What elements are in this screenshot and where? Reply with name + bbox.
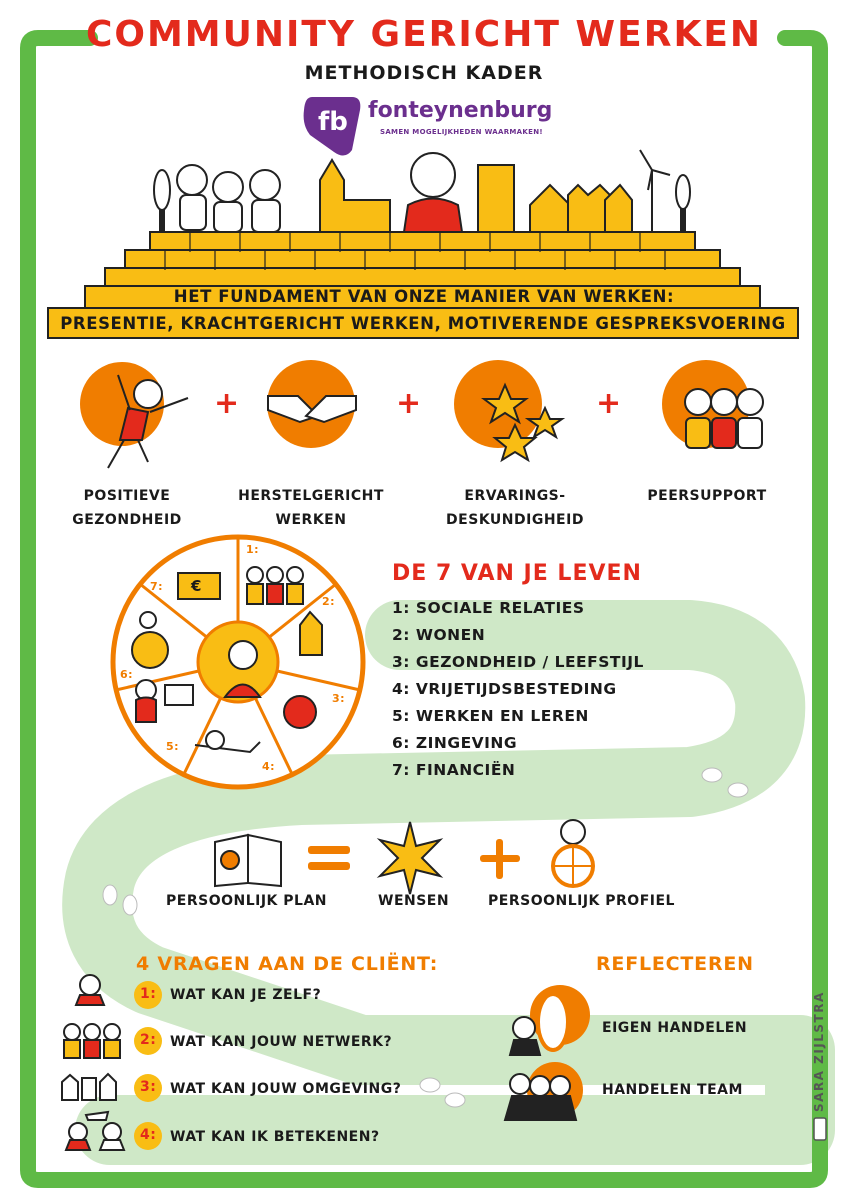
page-title: COMMUNITY GERICHT WERKEN [85, 14, 763, 55]
pillar-3-label [430, 484, 600, 532]
equals-sign [308, 846, 350, 870]
plus-3: + [596, 386, 622, 421]
seven-item-5: 5: WERKEN EN LEREN [392, 707, 589, 725]
seven-item-6: 6: ZINGEVING [392, 734, 518, 752]
questions-heading: 4 VRAGEN AAN DE CLIËNT: [136, 953, 439, 975]
plus-1: + [214, 386, 240, 421]
question-3-num: 3: [140, 1079, 157, 1095]
sun-icon [380, 822, 440, 894]
pencil-icon [814, 1118, 826, 1140]
logo-name: fonteynenburg [368, 98, 553, 123]
book-icon [215, 835, 281, 886]
pillar-2-line2: WERKEN [275, 512, 347, 528]
plus-2: + [396, 386, 422, 421]
question-2-text: WAT KAN JOUW NETWERK? [170, 1034, 393, 1050]
pillar-3-line1: ERVARINGS- [464, 488, 566, 504]
group-icon [685, 389, 763, 448]
pillar-1-line1: POSITIEVE [83, 488, 171, 504]
logo-mark: fb [318, 107, 348, 137]
pillar-4-line1: PEERSUPPORT [647, 488, 767, 504]
reflect-heading: REFLECTEREN [596, 953, 754, 975]
currency-symbol: € [191, 577, 202, 595]
wheel-num-1: 1: [246, 543, 260, 556]
foundation-heading: HET FUNDAMENT VAN ONZE MANIER VAN WERKEN: [173, 287, 675, 306]
wheel-num-5: 5: [166, 740, 180, 753]
plus-sign-orange [480, 839, 520, 879]
pillar-3-line2: DESKUNDIGHEID [446, 512, 584, 528]
pillar-2-label [226, 484, 396, 532]
wheel-num-3: 3: [332, 692, 346, 705]
seven-item-7: 7: FINANCIËN [392, 761, 516, 779]
seven-item-4: 4: VRIJETIJDSBESTEDING [392, 680, 617, 698]
profile-person-icon [553, 820, 593, 886]
life-wheel [113, 537, 363, 787]
wheel-num-7: 7: [150, 580, 164, 593]
question-4-text: WAT KAN IK BETEKENEN? [170, 1129, 380, 1145]
fonteynenburg-logo [304, 97, 361, 156]
wheel-num-4: 4: [262, 760, 276, 773]
wheel-num-6: 6: [120, 668, 134, 681]
logo-tagline: SAMEN MOGELIJKHEDEN WAARMAKEN! [380, 128, 543, 136]
question-4-num: 4: [140, 1127, 157, 1143]
plan-label: PERSOONLIJK PLAN [166, 893, 328, 909]
skyline-illustration [154, 150, 690, 235]
wishes-label: WENSEN [378, 893, 450, 909]
seven-item-3: 3: GEZONDHEID / LEEFSTIJL [392, 653, 644, 671]
signature: SARA ZIJLSTRA [812, 991, 826, 1112]
pillar-2-line1: HERSTELGERICHT [238, 488, 384, 504]
seven-item-2: 2: WONEN [392, 626, 486, 644]
question-2-num: 2: [140, 1032, 157, 1048]
pillar-1-label [52, 484, 202, 532]
question-1-num: 1: [140, 986, 157, 1002]
reflect-item-2: HANDELEN TEAM [602, 1082, 743, 1098]
pillar-4-label [642, 484, 772, 508]
page-subtitle: METHODISCH KADER [304, 62, 544, 84]
profile-label: PERSOONLIJK PROFIEL [488, 893, 675, 909]
foundation-banner: PRESENTIE, KRACHTGERICHT WERKEN, MOTIVERENDE GESPREKSVOERING [60, 314, 786, 333]
reflect-item-1: EIGEN HANDELEN [602, 1020, 748, 1036]
pillar-1-line2: GEZONDHEID [72, 512, 182, 528]
seven-item-1: 1: SOCIALE RELATIES [392, 599, 585, 617]
question-1-text: WAT KAN JE ZELF? [170, 987, 322, 1003]
question-3-text: WAT KAN JOUW OMGEVING? [170, 1081, 402, 1097]
seven-heading: DE 7 VAN JE LEVEN [392, 561, 642, 586]
wheel-num-2: 2: [322, 595, 336, 608]
